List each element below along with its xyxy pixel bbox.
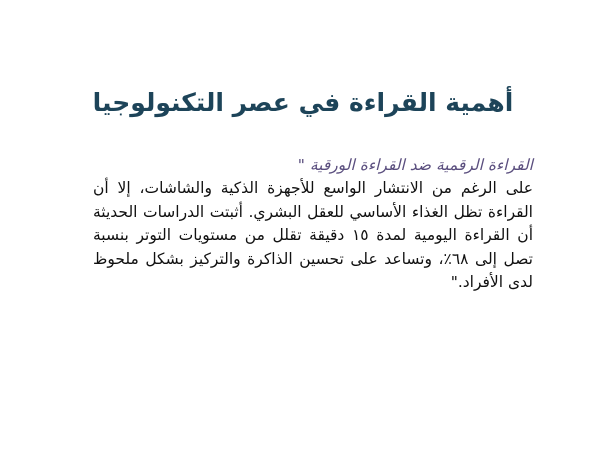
document-title: أهمية القراءة في عصر التكنولوجيا	[92, 88, 514, 117]
document-body-paragraph: على الرغم من الانتشار الواسع للأجهزة الذكية والشاشات، إلا أن القراءة تظل الغذاء الأساسي للعقل البشري. أثبتت الدراسات الحديثة أن القراءة اليومية لمدة ١٥ دقيقة تقلل من مستويات التوتر بنسبة تصل إلى ٦٨٪، وتساعد على تحسين الذاكرة والتركيز بشكل ملحوظ لدى الأفراد."	[93, 179, 533, 291]
document-content	[93, 153, 533, 295]
document-subtitle: القراءة الرقمية ضد القراءة الورقية "	[297, 156, 533, 174]
